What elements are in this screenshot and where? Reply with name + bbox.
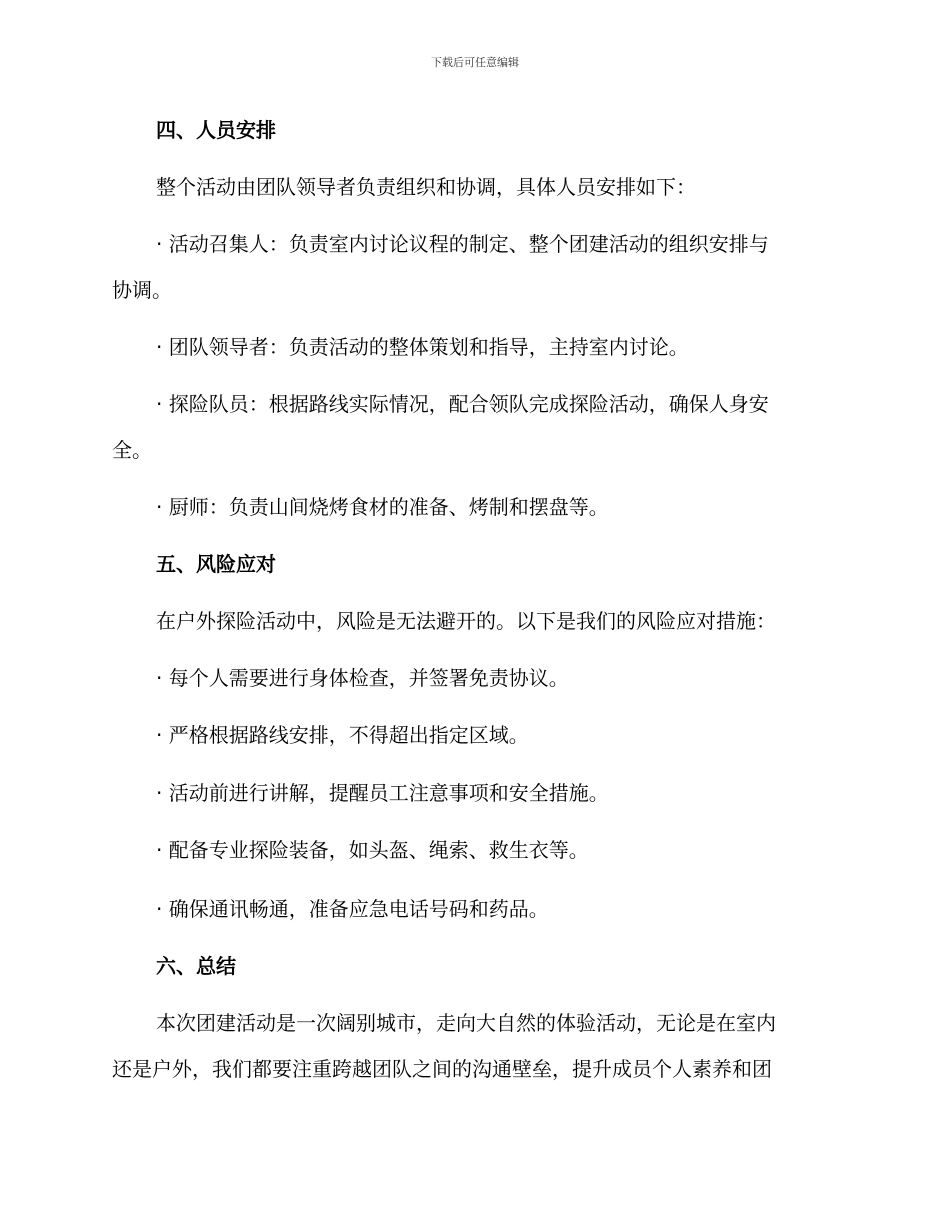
section-heading-summary: 六、总结 — [156, 954, 236, 978]
list-item-explorer: · 探险队员：根据路线实际情况，配合领队完成探险活动，确保人身安 — [156, 392, 769, 416]
section-heading-personnel: 四、人员安排 — [156, 118, 276, 142]
paragraph-risk-intro: 在户外探险活动中，风险是无法避开的。以下是我们的风险应对措施： — [156, 609, 776, 633]
list-item-convener: · 活动召集人：负责室内讨论议程的制定、整个团建活动的组织安排与 — [156, 232, 769, 256]
list-item-risk: · 活动前进行讲解，提醒员工注意事项和安全措施。 — [156, 781, 609, 805]
list-item-convener-cont: 协调。 — [112, 278, 172, 302]
list-item-chef: · 厨师：负责山间烧烤食材的准备、烤制和摆盘等。 — [156, 495, 609, 519]
list-item-explorer-cont: 全。 — [112, 438, 152, 462]
list-item-leader: · 团队领导者：负责活动的整体策划和指导，主持室内讨论。 — [156, 335, 689, 359]
paragraph-summary-cont: 还是户外，我们都要注重跨越团队之间的沟通壁垒，提升成员个人素养和团 — [112, 1057, 772, 1081]
list-item-risk: · 严格根据路线安排，不得超出指定区域。 — [156, 723, 529, 747]
paragraph-personnel-intro: 整个活动由团队领导者负责组织和协调，具体人员安排如下： — [156, 175, 696, 199]
list-item-risk: · 确保通讯畅通，准备应急电话号码和药品。 — [156, 897, 549, 921]
list-item-risk: · 每个人需要进行身体检查，并签署免责协议。 — [156, 666, 569, 690]
section-heading-risk: 五、风险应对 — [156, 552, 276, 576]
paragraph-summary: 本次团建活动是一次阔别城市，走向大自然的体验活动，无论是在室内 — [156, 1011, 776, 1035]
page-header: 下载后可任意编辑 — [431, 56, 519, 69]
list-item-risk: · 配备专业探险装备，如头盔、绳索、救生衣等。 — [156, 838, 589, 862]
